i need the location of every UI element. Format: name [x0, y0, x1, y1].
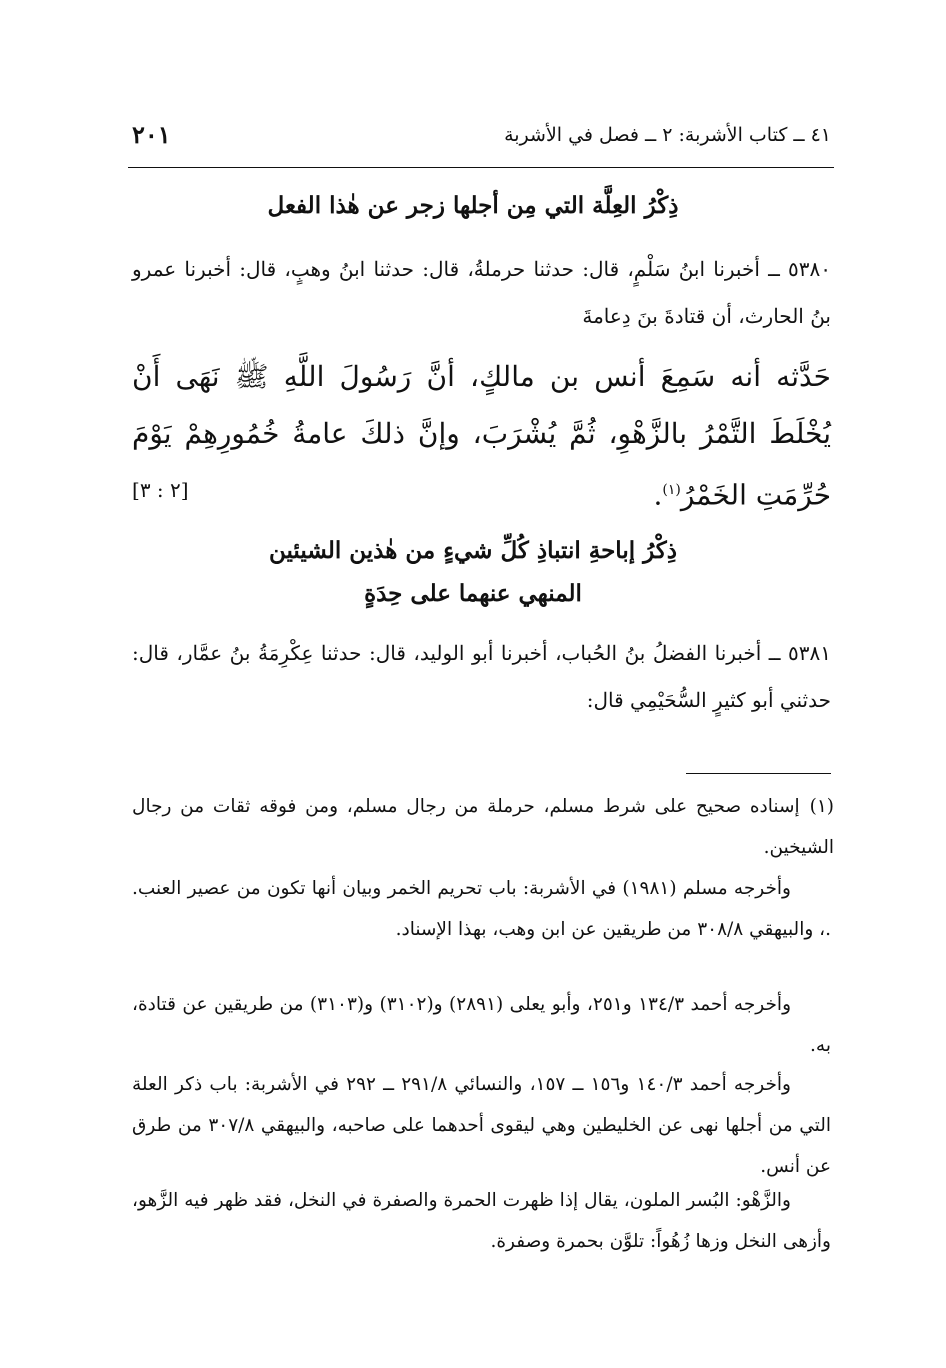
- footnote-1-para-2: وأخرجه مسلم (١٩٨١) في الأشربة: باب تحريم الخمر وبيان أنها تكون من عصير العنب. .، والبيهقي ٣٠٨/٨ من طريقين عن ابن وهب، بهذا الإسناد.: [132, 878, 831, 940]
- footnote-1-para-4: وأخرجه أحمد ١٤٠/٣ و١٥٦ ــ ١٥٧، والنسائي ٢٩١/٨ ــ ٢٩٢ في الأشربة: باب ذكر العلة التي من أجلها نهى عن الخليطين وهي ليقوى أحدهما على صاحبه، والبيهقي ٣٠٧/٨ من طرق عن أنس.: [132, 1074, 831, 1177]
- section-heading-2-line-2: المنهي عنهما على حِدَةٍ: [364, 580, 582, 607]
- page-header: [132, 120, 831, 160]
- running-title: ٤١ ــ كتاب الأشربة: ٢ ــ فصل في الأشربة: [504, 124, 831, 146]
- footnote-marker: (١): [809, 796, 834, 817]
- footnote-reference: (١): [662, 482, 681, 498]
- hadith-5380-chain: ٥٣٨٠ ــ أخبرنا ابنُ سَلْمٍ، قال: حدثنا حرملةُ، قال: حدثنا ابنُ وهبٍ، قال: أخبرنا عمرو بنُ الحارث، أن قتادةَ بنَ دِعامةَ: [132, 257, 831, 328]
- section-heading-2-line-1: ذِكْرُ إباحةِ انتباذِ كُلِّ شيءٍ من هٰذين الشيئين: [268, 537, 677, 564]
- page-number: ٢٠١: [132, 120, 171, 149]
- hadith-5380-body: حَدَّثه أنه سَمِعَ أنس بن مالكٍ، أنَّ رَسُولَ اللَّهِ ﷺ نَهَى أَنْ يُخْلَطَ التَّمْرُ بالزَّهْوِ، ثُمَّ يُشْرَبَ، وإنَّ ذلكَ عامةُ خُمُورِهِمْ يَوْمَ حُرِّمَتِ الخَمْرُ: [132, 360, 831, 512]
- footnote-1-para-5: والزَّهْو: البُسر الملون، يقال إذا ظهرت الحمرة والصفرة في النخل، فقد ظهر فيه الزَّهو، وأزهى النخل وزها زُهُواً: تلوَّن بحمرة وصفرة.: [132, 1190, 831, 1252]
- hadith-5380-text: [132, 348, 831, 523]
- footnote-1-para-1: [132, 786, 834, 868]
- footnote-1-para-3: وأخرجه أحمد ١٣٤/٣ و٢٥١، وأبو يعلى (٢٨٩١) و(٣١٠٢) و(٣١٠٣) من طريقين عن قتادة، به.: [132, 994, 831, 1056]
- hadith-reference: [٢ : ٣]: [132, 478, 189, 502]
- footnote-separator: [686, 773, 831, 774]
- footnote-1-text: إسناده صحيح على شرط مسلم، حرملة من رجال مسلم، ومن فوقه ثقات من رجال الشيخين.: [132, 796, 834, 858]
- hadith-5380-end: .: [653, 478, 663, 512]
- hadith-5381-chain: ٥٣٨١ ــ أخبرنا الفضلُ بنُ الحُباب، أخبرنا أبو الوليد، قال: حدثنا عِكْرِمَةُ بنُ عمَّار، قال: حدثني أبو كثيرٍ السُّحَيْمِي قال:: [132, 641, 831, 712]
- section-heading-1: ذِكْرُ العِلَّة التي مِن أجلها زجر عن هٰذا الفعل: [267, 192, 679, 219]
- header-rule: [128, 167, 834, 168]
